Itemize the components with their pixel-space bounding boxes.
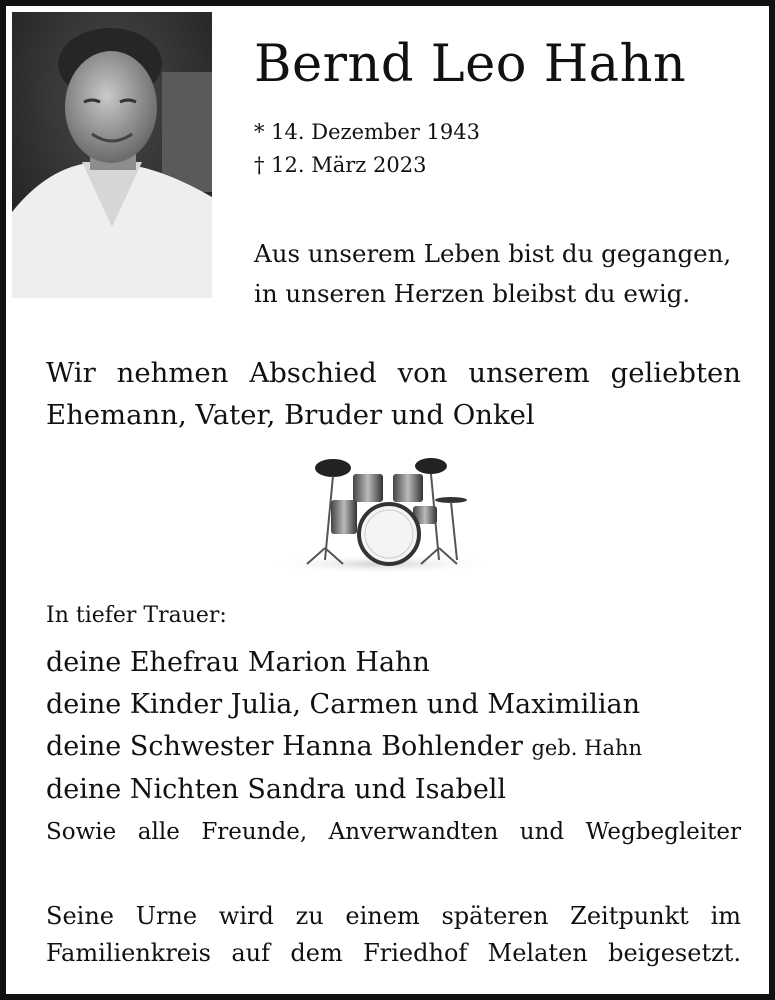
- mourner-line: [46, 731, 642, 762]
- mourner-line: [46, 647, 430, 678]
- mourner-line: [46, 689, 640, 720]
- deceased-name: Bernd Leo Hahn: [254, 35, 687, 94]
- death-date: † 12. März 2023: [254, 153, 427, 177]
- farewell-text: Wir nehmen Abschied von unserem geliebten Ehemann, Vater, Bruder und Onkel: [46, 357, 741, 431]
- drum-kit-icon: [261, 448, 501, 578]
- memorial-quote: [254, 234, 731, 314]
- mourner-name: deine Kinder Julia, Carmen und Maximilian: [46, 689, 640, 720]
- mourner-name: deine Nichten Sandra und Isabell: [46, 774, 507, 805]
- burial-notice: Seine Urne wird zu einem späteren Zeitpunkt im Familienkreis auf dem Friedhof Melaten beigesetzt.: [46, 902, 741, 967]
- mourner-name: deine Schwester Hanna Bohlender: [46, 731, 523, 762]
- maiden-name-note: geb. Hahn: [531, 736, 643, 760]
- portrait-photo: [12, 12, 212, 298]
- quote-line: Aus unserem Leben bist du gegangen,: [254, 239, 732, 268]
- birth-date: * 14. Dezember 1943: [254, 120, 480, 144]
- quote-line: in unseren Herzen bleibst du ewig.: [254, 279, 691, 308]
- other-mourners: Sowie alle Freunde, Anverwandten und Wegbegleiter: [46, 819, 741, 845]
- mourner-line: [46, 774, 506, 805]
- mourner-name: deine Ehefrau Marion Hahn: [46, 647, 430, 678]
- mourning-heading: In tiefer Trauer:: [46, 603, 227, 628]
